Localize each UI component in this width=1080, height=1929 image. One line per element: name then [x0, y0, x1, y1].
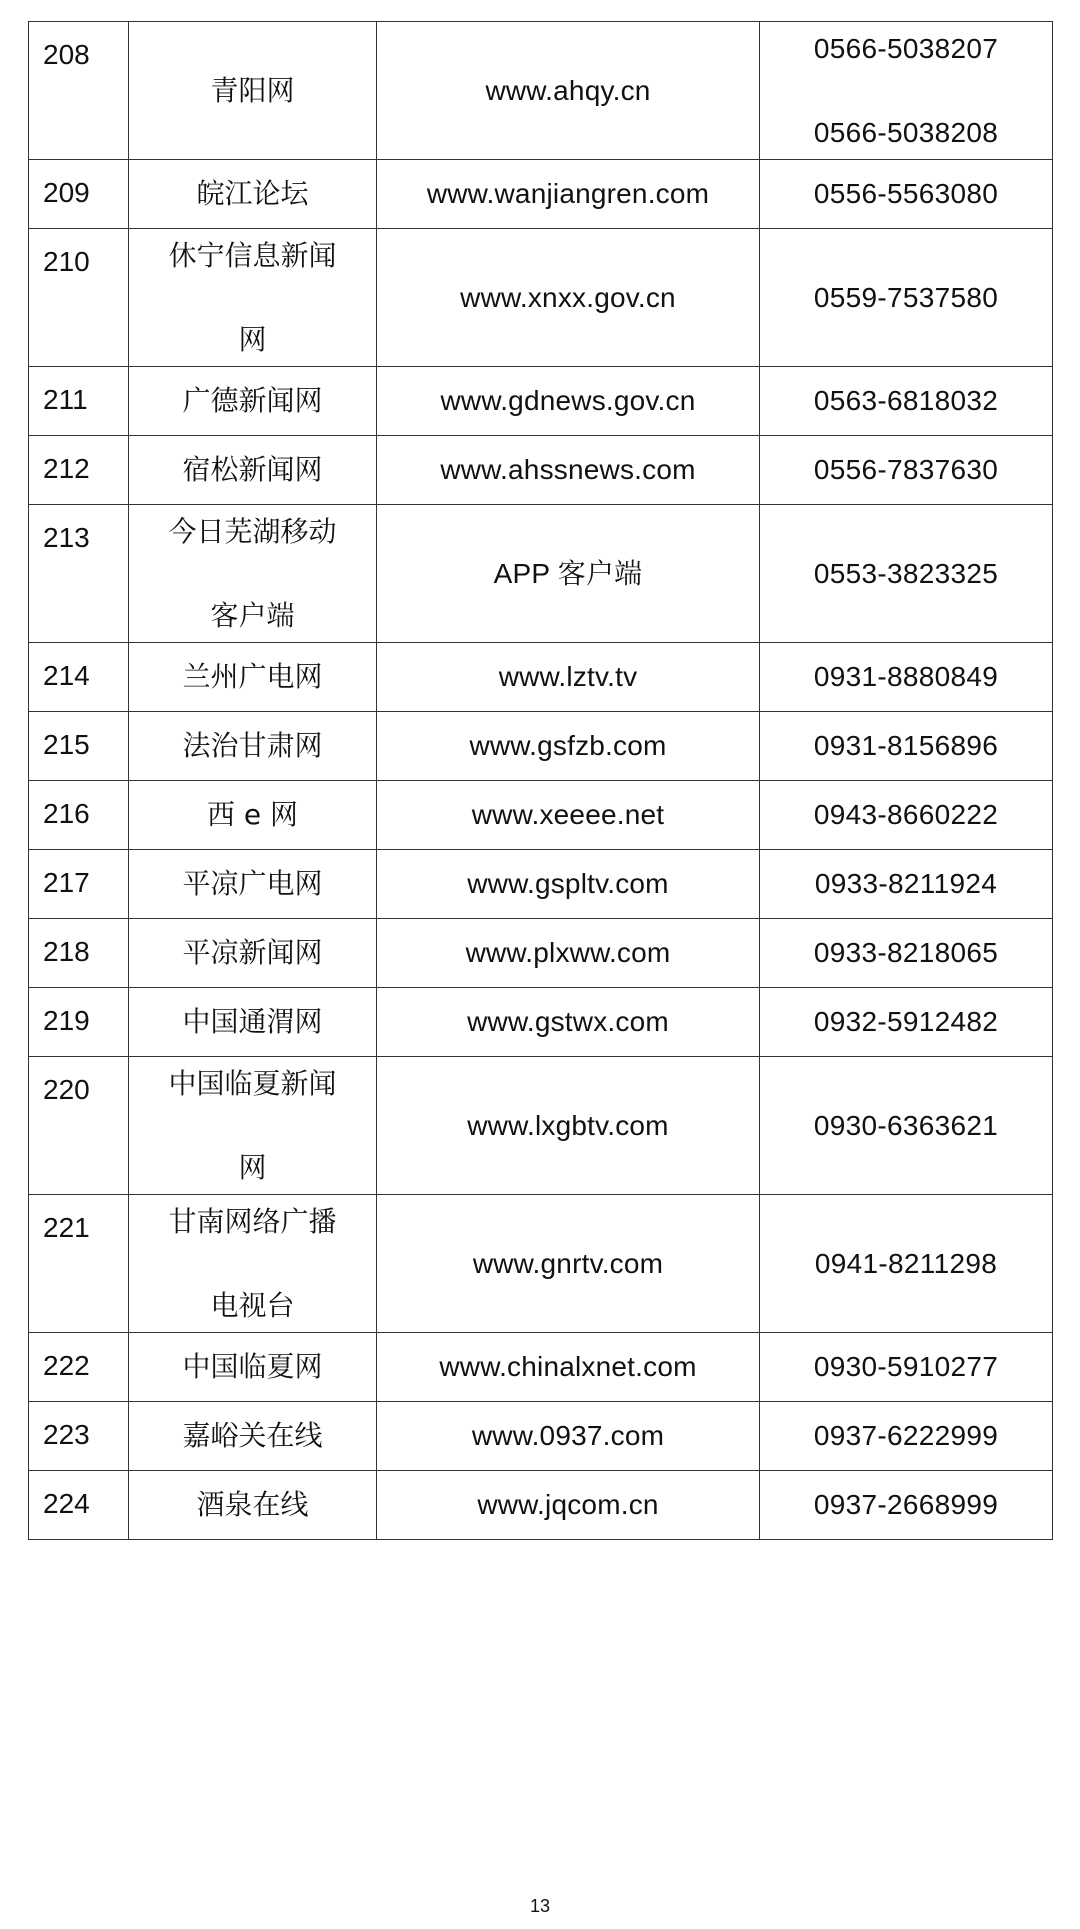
site-name-line: 网 — [238, 322, 267, 356]
table-row — [29, 988, 1053, 1057]
site-url: www.plxww.com — [377, 919, 760, 988]
site-name-line: 中国通渭网 — [182, 1005, 323, 1038]
site-name — [129, 643, 377, 712]
site-name-line: 宿松新闻网 — [182, 453, 323, 486]
phone-line: 0566-5038208 — [813, 116, 999, 148]
site-name — [129, 505, 377, 643]
row-number: 217 — [29, 850, 129, 919]
contact-phone — [760, 1195, 1053, 1333]
site-name-line: 兰州广电网 — [182, 660, 323, 693]
table-row — [29, 505, 1053, 643]
site-name-line: 休宁信息新闻 — [168, 238, 337, 272]
site-name — [129, 988, 377, 1057]
table-row — [29, 22, 1053, 160]
site-name — [129, 781, 377, 850]
site-url: www.gspltv.com — [377, 850, 760, 919]
phone-line: 0933-8211924 — [814, 868, 998, 899]
phone-line: 0930-5910277 — [813, 1351, 999, 1382]
table-row — [29, 643, 1053, 712]
row-number: 215 — [29, 712, 129, 781]
table-row — [29, 229, 1053, 367]
site-name-line: 中国临夏新闻 — [168, 1066, 337, 1100]
phone-line: 0553-3823325 — [813, 557, 999, 589]
site-url: www.ahssnews.com — [377, 436, 760, 505]
phone-line: 0566-5038207 — [813, 32, 999, 64]
phone-line: 0943-8660222 — [813, 799, 999, 830]
site-url: www.xnxx.gov.cn — [377, 229, 760, 367]
site-name-line: 客户端 — [210, 598, 295, 632]
phone-line: 0931-8156896 — [813, 730, 999, 761]
site-name — [129, 367, 377, 436]
contact-phone — [760, 1471, 1053, 1540]
site-name-line: 甘南网络广播 — [168, 1204, 337, 1238]
site-name-line: 酒泉在线 — [196, 1488, 309, 1521]
contact-phone — [760, 643, 1053, 712]
site-name — [129, 712, 377, 781]
site-name-line: 电视台 — [210, 1288, 295, 1322]
site-name — [129, 229, 377, 367]
row-number: 208 — [29, 22, 129, 160]
phone-line: 0941-8211298 — [814, 1247, 998, 1279]
site-name-line: 平凉新闻网 — [182, 936, 323, 969]
site-name — [129, 22, 377, 160]
row-number: 221 — [29, 1195, 129, 1333]
contact-phone — [760, 712, 1053, 781]
contact-phone — [760, 781, 1053, 850]
contact-phone — [760, 229, 1053, 367]
contact-phone — [760, 1402, 1053, 1471]
site-name-line: 平凉广电网 — [182, 867, 323, 900]
site-name-line: 法治甘肃网 — [182, 729, 323, 762]
row-number: 218 — [29, 919, 129, 988]
phone-line: 0937-6222999 — [813, 1420, 999, 1451]
contact-phone — [760, 160, 1053, 229]
table-row — [29, 1471, 1053, 1540]
site-url: www.chinalxnet.com — [377, 1333, 760, 1402]
site-url: www.0937.com — [377, 1402, 760, 1471]
phone-line: 0932-5912482 — [813, 1006, 999, 1037]
row-number: 220 — [29, 1057, 129, 1195]
site-name — [129, 850, 377, 919]
site-url: www.lxgbtv.com — [377, 1057, 760, 1195]
table-row — [29, 1402, 1053, 1471]
site-name-line: 网 — [238, 1150, 267, 1184]
phone-line: 0933-8218065 — [813, 937, 999, 968]
contact-phone — [760, 22, 1053, 160]
row-number: 212 — [29, 436, 129, 505]
site-name-line: 今日芜湖移动 — [168, 514, 337, 548]
site-url: www.gnrtv.com — [377, 1195, 760, 1333]
site-name-line: 青阳网 — [210, 73, 295, 107]
site-name-line: 广德新闻网 — [182, 384, 323, 417]
phone-line: 0931-8880849 — [813, 661, 999, 692]
phone-line: 0556-5563080 — [813, 178, 999, 209]
row-number: 216 — [29, 781, 129, 850]
table-row — [29, 1195, 1053, 1333]
row-number: 214 — [29, 643, 129, 712]
site-name — [129, 1333, 377, 1402]
site-name — [129, 1195, 377, 1333]
table-row — [29, 781, 1053, 850]
site-url: www.jqcom.cn — [377, 1471, 760, 1540]
site-url: www.ahqy.cn — [377, 22, 760, 160]
contact-phone — [760, 1057, 1053, 1195]
table-body — [29, 22, 1053, 1540]
contact-phone — [760, 1333, 1053, 1402]
page-number: 13 — [529, 1896, 551, 1916]
phone-line: 0556-7837630 — [813, 454, 999, 485]
site-name — [129, 160, 377, 229]
contact-phone — [760, 988, 1053, 1057]
site-url: www.lztv.tv — [377, 643, 760, 712]
website-listing-table — [28, 21, 1053, 1540]
site-name-line: 皖江论坛 — [196, 177, 309, 210]
table-row — [29, 436, 1053, 505]
phone-line: 0559-7537580 — [813, 281, 999, 313]
phone-line: 0937-2668999 — [813, 1489, 999, 1520]
site-url: APP 客户端 — [377, 505, 760, 643]
site-url: www.xeeee.net — [377, 781, 760, 850]
site-name — [129, 1471, 377, 1540]
site-url: www.gsfzb.com — [377, 712, 760, 781]
table-row — [29, 919, 1053, 988]
table-row — [29, 1333, 1053, 1402]
contact-phone — [760, 505, 1053, 643]
site-name-line: 中国临夏网 — [182, 1350, 323, 1383]
site-name — [129, 919, 377, 988]
table-row — [29, 850, 1053, 919]
site-url: www.wanjiangren.com — [377, 160, 760, 229]
phone-line: 0930-6363621 — [813, 1109, 999, 1141]
table-row — [29, 367, 1053, 436]
row-number: 211 — [29, 367, 129, 436]
phone-line: 0563-6818032 — [813, 385, 999, 416]
site-url: www.gdnews.gov.cn — [377, 367, 760, 436]
site-name — [129, 436, 377, 505]
row-number: 209 — [29, 160, 129, 229]
contact-phone — [760, 919, 1053, 988]
row-number: 213 — [29, 505, 129, 643]
row-number: 219 — [29, 988, 129, 1057]
table-row — [29, 160, 1053, 229]
site-name-line: 嘉峪关在线 — [182, 1419, 323, 1452]
contact-phone — [760, 850, 1053, 919]
table-row — [29, 712, 1053, 781]
row-number: 223 — [29, 1402, 129, 1471]
row-number: 224 — [29, 1471, 129, 1540]
site-name — [129, 1057, 377, 1195]
site-name-line: 西 e 网 — [206, 798, 299, 831]
site-url: www.gstwx.com — [377, 988, 760, 1057]
row-number: 222 — [29, 1333, 129, 1402]
table-row — [29, 1057, 1053, 1195]
row-number: 210 — [29, 229, 129, 367]
contact-phone — [760, 367, 1053, 436]
contact-phone — [760, 436, 1053, 505]
site-name — [129, 1402, 377, 1471]
